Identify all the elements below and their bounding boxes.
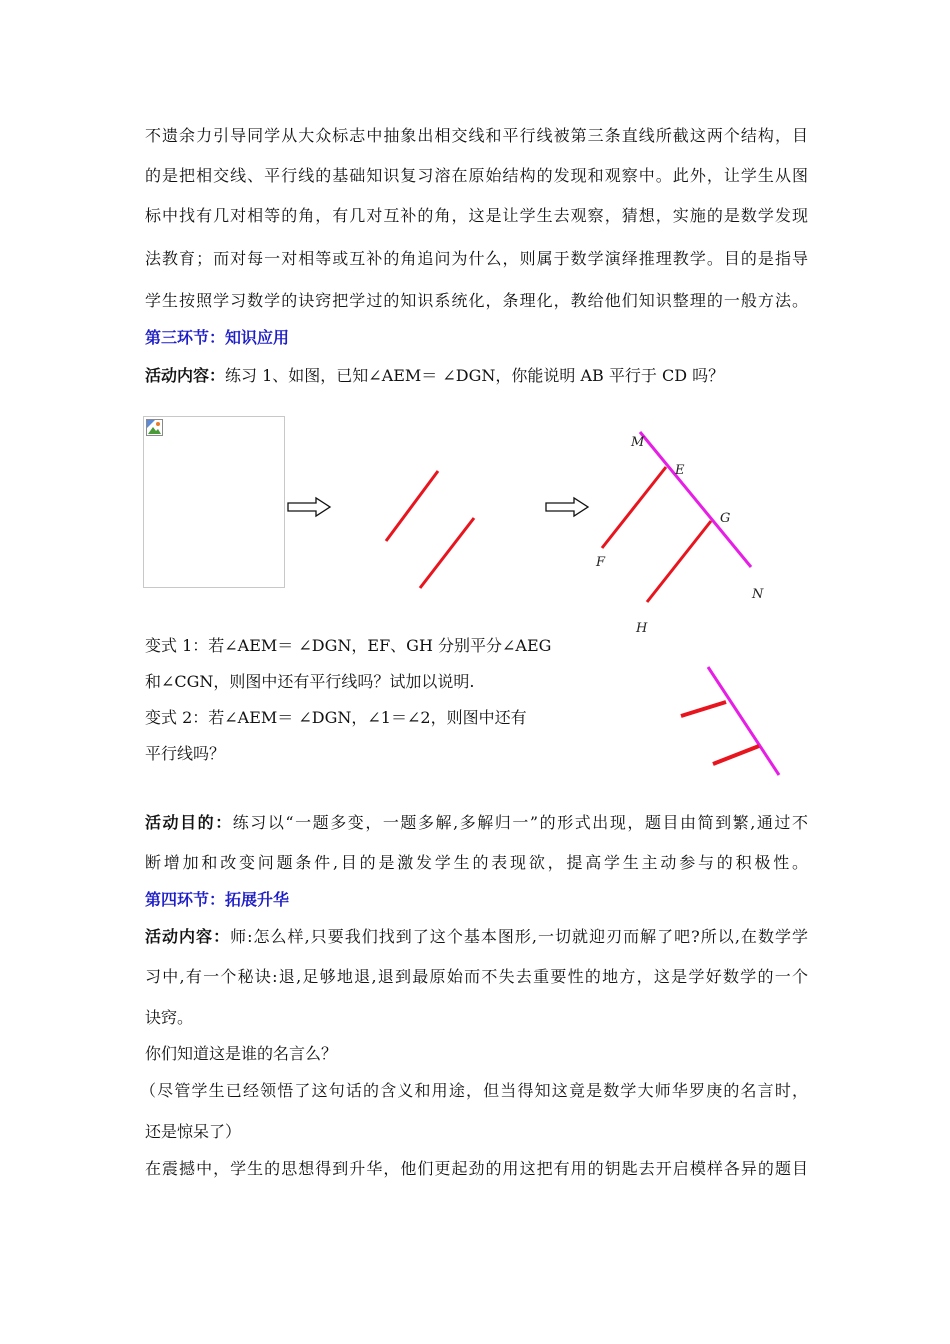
- activity-content: [145, 927, 808, 947]
- activity-label: 活动内容：: [145, 366, 226, 385]
- paragraph-line: 标中找有几对相等的角，有几对互补的角，这是让学生去观察，猜想，实施的是数学发现: [145, 206, 808, 225]
- parallel-segment-2: [420, 518, 474, 588]
- paragraph-line: 在震撼中，学生的思想得到升华，他们更起劲的用这把有用的钥匙去开启模样各异的题目: [145, 1159, 808, 1178]
- note-line: （尽管学生已经领悟了这句话的含义和用途，但当得知这竟是数学大师华罗庚的名言时，: [140, 1081, 808, 1100]
- paragraph-line: 习中,有一个秘诀:退,足够地退,退到最原始而不失去重要性的地方，这是学好数学的一个: [145, 967, 808, 986]
- section-heading: 第四环节：拓展升华: [145, 890, 290, 909]
- paragraph-line: 断增加和改变问题条件,目的是激发学生的表现欲，提高学生主动参与的积极性。: [145, 853, 808, 872]
- variant-transversal: [708, 667, 779, 775]
- arrow-icon: [546, 498, 588, 516]
- variant-line: 和∠CGN，则图中还有平行线吗？试加以说明.: [145, 672, 475, 691]
- purpose-label: 活动目的：: [145, 813, 233, 832]
- activity-purpose: [145, 813, 808, 833]
- line-ef: [602, 467, 666, 548]
- arrow-icon: [288, 498, 330, 516]
- purpose-text: 练习以“一题多变，一题多解,多解归一”的形式出现，题目由简到繁,通过不: [232, 813, 808, 832]
- paragraph-line: 的是把相交线、平行线的基础知识复习溶在原始结构的发现和观察中。此外，让学生从图: [145, 166, 808, 185]
- transversal-line: [640, 432, 751, 567]
- label-n: N: [752, 587, 764, 602]
- paragraph-line: 诀窍。: [145, 1008, 194, 1027]
- note-line: 还是惊呆了）: [145, 1122, 242, 1141]
- paragraph-line: 不遗余力引导同学从大众标志中抽象出相交线和平行线被第三条直线所截这两个结构，目: [145, 126, 808, 145]
- activity-text: 练习 1、如图，已知∠AEM＝ ∠DGN，你能说明 AB 平行于 CD 吗？: [225, 366, 725, 385]
- question-line: 你们知道这是谁的名言么？: [145, 1044, 338, 1063]
- variant-segment-1: [681, 702, 726, 716]
- variant-line: 变式 2：若∠AEM＝ ∠DGN，∠1＝∠2，则图中还有: [145, 708, 527, 727]
- activity-label: 活动内容：: [145, 927, 231, 946]
- section-heading: 第三环节：知识应用: [145, 328, 290, 347]
- line-gh: [647, 521, 711, 602]
- label-g: G: [720, 511, 731, 526]
- variant-segment-2: [713, 746, 759, 764]
- label-f: F: [596, 555, 606, 570]
- variant-line: 变式 1：若∠AEM＝ ∠DGN，EF、GH 分别平分∠AEG: [145, 636, 552, 655]
- activity-text: 师:怎么样,只要我们找到了这个基本图形,一切就迎刃而解了吧?所以,在数学学: [230, 927, 808, 946]
- label-e: E: [675, 463, 685, 478]
- parallel-segment-1: [386, 471, 438, 541]
- label-m: M: [631, 435, 645, 450]
- paragraph-line: 法教育；而对每一对相等或互补的角追问为什么，则属于数学演绎推理教学。目的是指导: [145, 249, 808, 268]
- label-h: H: [636, 621, 648, 636]
- variant-line: 平行线吗？: [145, 744, 226, 763]
- paragraph-line: 学生按照学习数学的诀窍把学过的知识系统化，条理化，教给他们知识整理的一般方法。: [145, 291, 808, 310]
